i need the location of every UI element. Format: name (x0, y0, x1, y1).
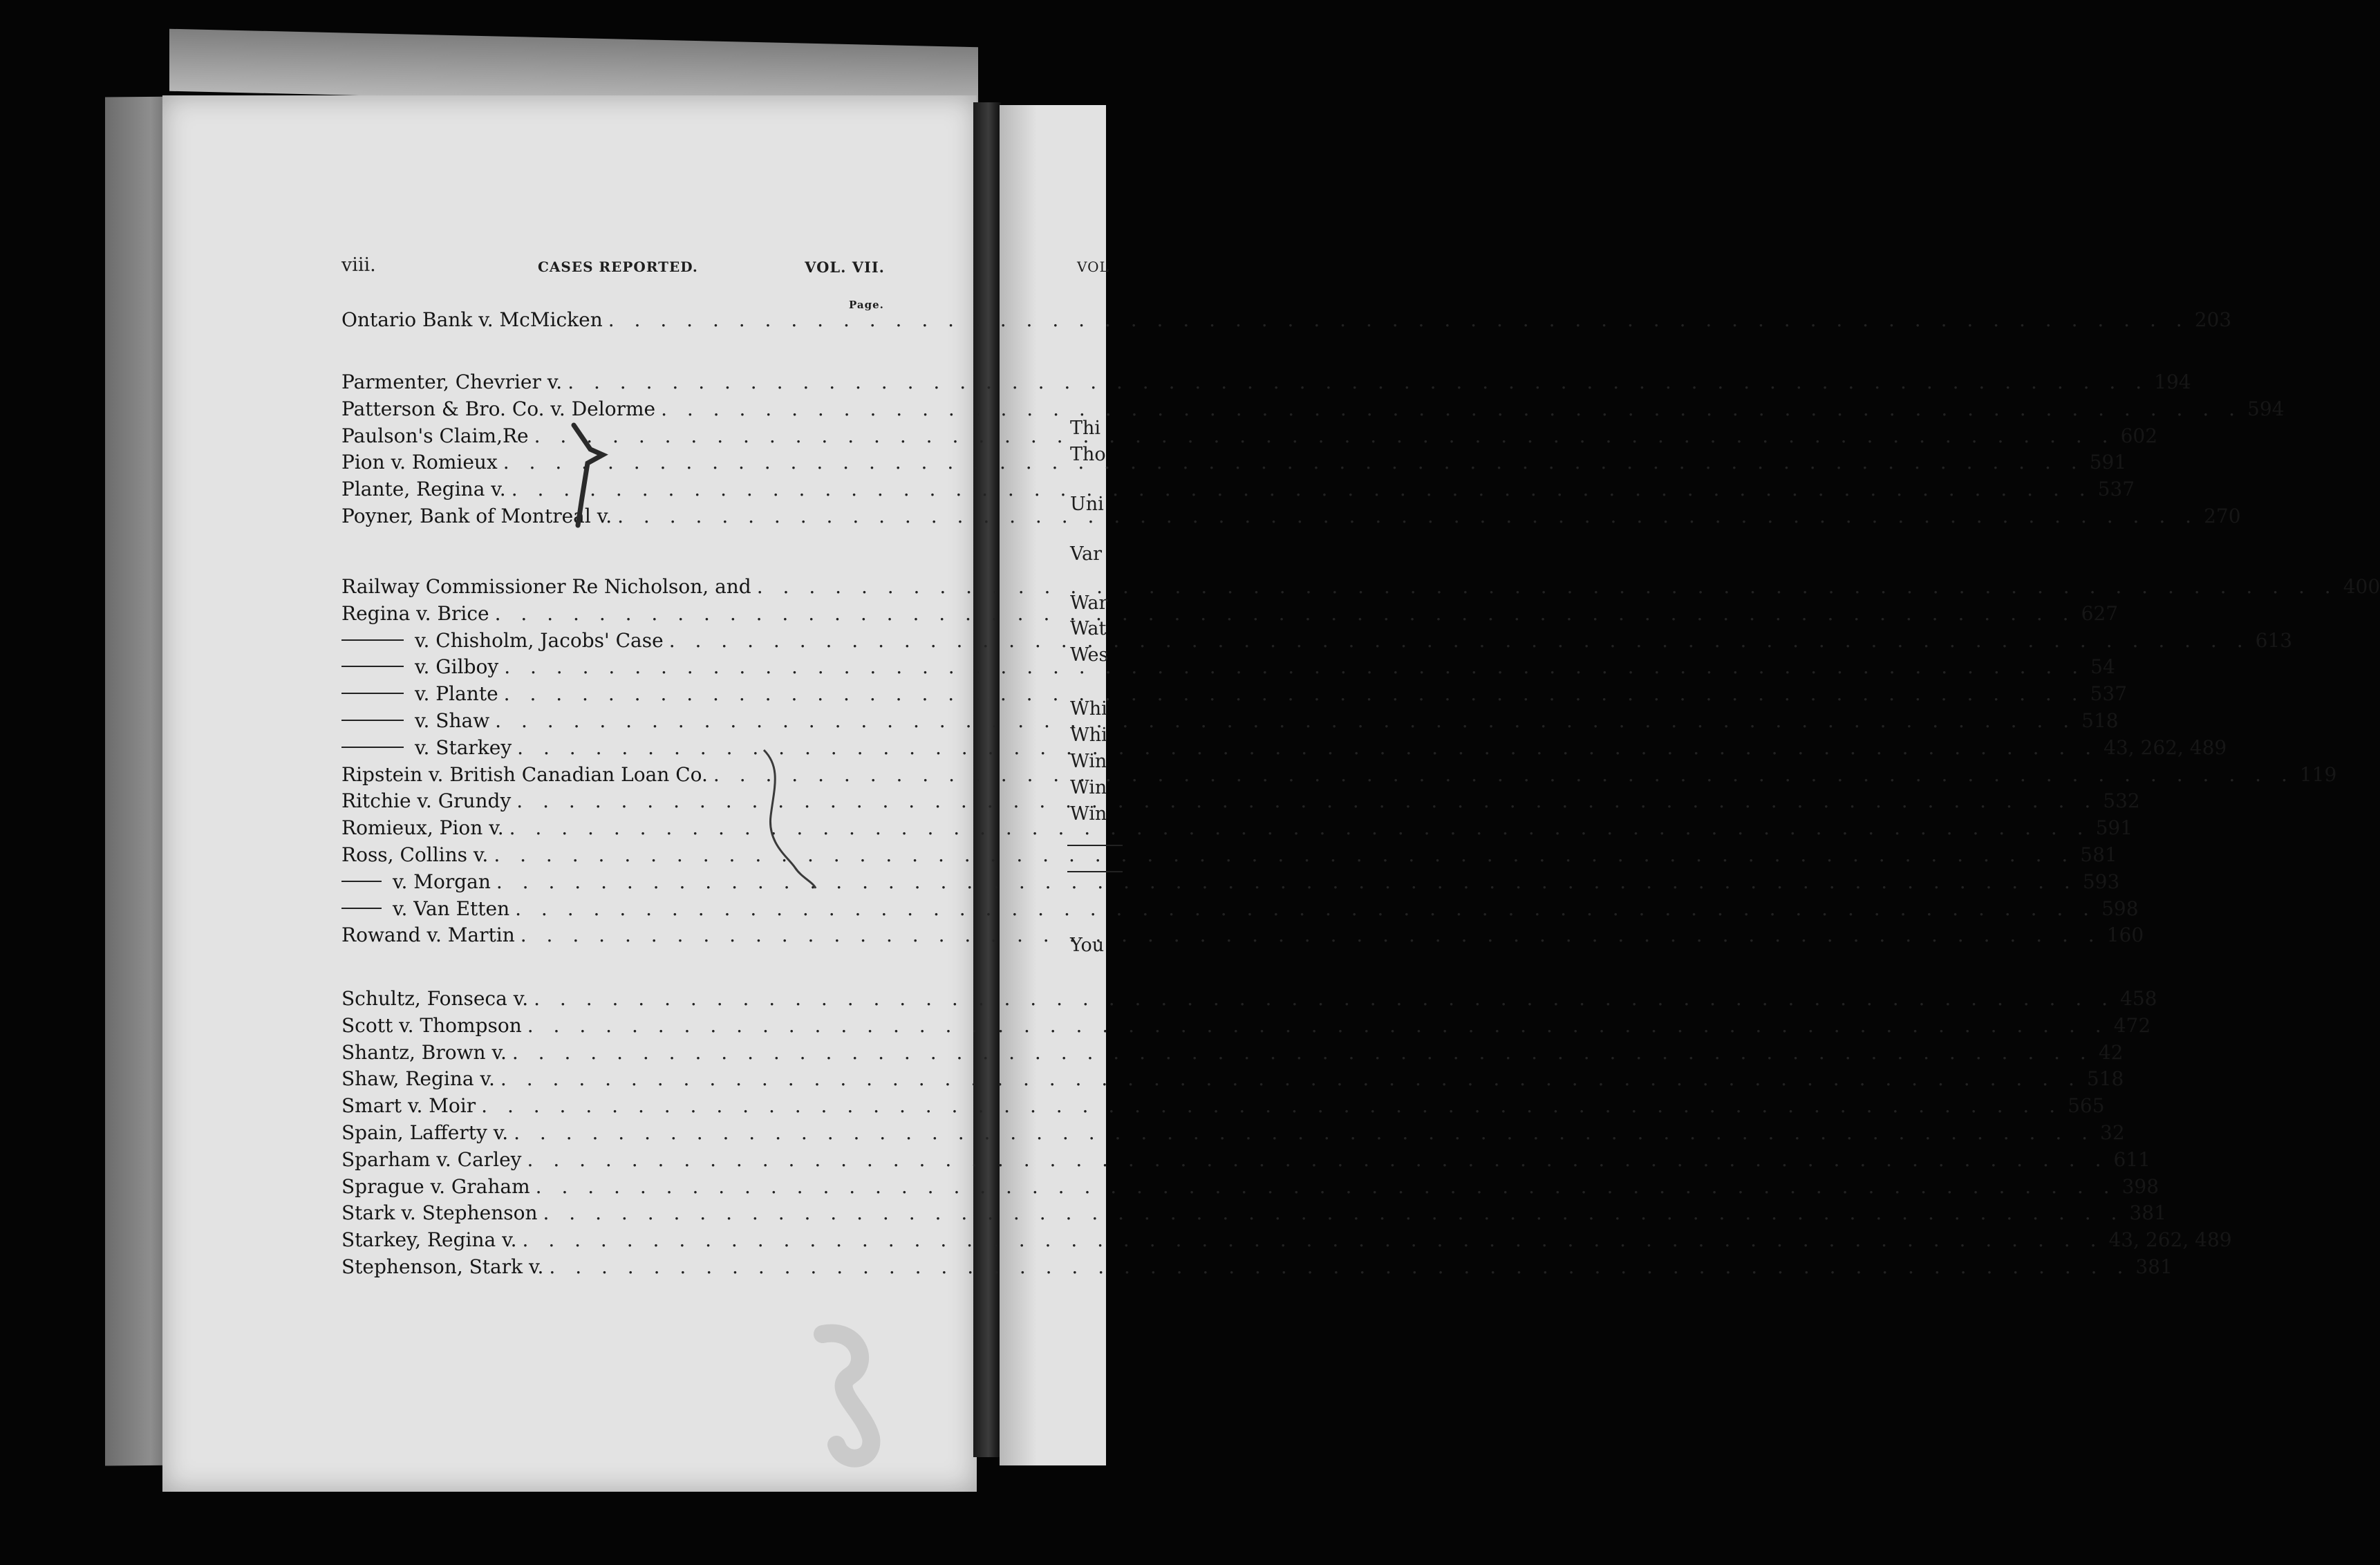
page-reference: 32 (2100, 1121, 2125, 1144)
page-reference: 518 (2081, 709, 2119, 732)
dot-leader (504, 655, 2085, 678)
page-reference: 398 (2121, 1174, 2159, 1198)
facing-line: Win (1070, 777, 1107, 798)
index-entry (341, 478, 2135, 504)
page-reference: 518 (2086, 1067, 2124, 1091)
case-name: Sparham v. Carley (341, 1147, 522, 1171)
case-name: Pion v. Romieux (341, 451, 498, 474)
index-entry (341, 1013, 2151, 1040)
case-name: Starkey, Regina v. (341, 1228, 517, 1252)
facing-line: Whi (1070, 698, 1107, 720)
page-reference: 611 (2113, 1147, 2151, 1171)
index-entry (341, 1067, 2124, 1094)
page-reference: 532 (2103, 789, 2140, 813)
dot-leader (515, 897, 2096, 920)
page-reference: 381 (2129, 1201, 2166, 1225)
page-reference: 43, 262, 489 (2103, 735, 2227, 759)
case-name: Patterson & Bro. Co. v. Delorme (341, 397, 656, 420)
dot-leader (608, 308, 2189, 331)
case-name: v. Gilboy (415, 655, 499, 679)
facing-line: Var (1070, 543, 1103, 565)
dot-leader (500, 1067, 2081, 1090)
case-name: Sprague v. Graham (341, 1174, 530, 1198)
page-reference: 593 (2082, 870, 2120, 893)
case-name: Smart v. Moir (341, 1094, 476, 1118)
page-reference: 270 (2204, 505, 2241, 527)
page-reference: 627 (2081, 601, 2119, 625)
index-entry (341, 1121, 2125, 1147)
case-name: Ross, Collins v. (341, 843, 489, 866)
dot-leader (494, 843, 2074, 866)
page-reference: 203 (2194, 308, 2232, 331)
dot-leader (757, 575, 2338, 598)
case-name: Stark v. Stephenson (341, 1201, 538, 1225)
case-name: Shantz, Brown v. (341, 1040, 507, 1064)
dot-leader (509, 816, 2090, 839)
index-entry (341, 505, 2241, 531)
case-name: Schultz, Fonseca v. (341, 987, 529, 1010)
dot-leader (495, 709, 2076, 732)
dot-leader (495, 602, 2076, 625)
page-number: viii. (341, 254, 376, 276)
index-entry (341, 1174, 2159, 1201)
page-reference: 160 (2106, 924, 2144, 947)
dot-leader (481, 1094, 2062, 1117)
case-name: Paulson's Claim,Re (341, 424, 529, 447)
ditto-rule (341, 720, 404, 721)
page-reference: 591 (2095, 816, 2133, 840)
case-name: v. Plante (415, 682, 498, 706)
dot-leader (527, 1014, 2108, 1037)
dot-leader (661, 397, 2242, 420)
dot-leader (617, 505, 2198, 527)
page-stain (795, 1320, 892, 1472)
facing-line: Win (1070, 751, 1107, 772)
dot-leader (669, 629, 2250, 652)
ditto-rule (341, 747, 404, 748)
dot-leader (514, 1121, 2095, 1144)
case-name: v. Starkey (415, 735, 512, 759)
dot-leader (521, 924, 2101, 946)
ditto-rule (341, 693, 404, 694)
page-reference: 381 (2135, 1255, 2173, 1278)
index-entry (341, 1147, 2151, 1174)
dot-leader (503, 451, 2084, 474)
ditto-rule (341, 666, 404, 667)
dot-leader (523, 1228, 2103, 1251)
index-entry (341, 1201, 2166, 1228)
index-entry (341, 897, 2139, 924)
case-name: Railway Commissioner Re Nicholson, and (341, 575, 751, 598)
index-entry (341, 371, 2191, 397)
dot-leader (543, 1201, 2124, 1224)
case-name: Poyner, Bank of Montreal v. (341, 505, 612, 527)
dot-leader (512, 1041, 2093, 1064)
case-name: Rowand v. Martin (341, 924, 515, 947)
running-title: CASES REPORTED. (538, 259, 698, 275)
dot-leader (549, 1255, 2130, 1278)
case-name: Ritchie v. Grundy (341, 789, 512, 813)
case-name: Regina v. Brice (341, 601, 489, 625)
index-entry (341, 1255, 2173, 1282)
ditto-rule (341, 908, 382, 909)
page-reference: 194 (2154, 371, 2191, 393)
case-name: Plante, Regina v. (341, 478, 506, 501)
facing-line: Uni (1070, 494, 1104, 515)
page-reference: 602 (2120, 424, 2158, 447)
case-name: Ontario Bank v. McMicken (341, 308, 603, 331)
page-header (341, 254, 888, 282)
hair-mark (760, 747, 823, 892)
dot-leader (516, 789, 2097, 812)
page-reference: 472 (2113, 1013, 2151, 1037)
page-reference: 598 (2101, 897, 2139, 920)
index-entry (341, 397, 2285, 424)
index-entry (341, 987, 2157, 1013)
case-name: v. Shaw (415, 709, 490, 732)
page-reference: 565 (2068, 1094, 2105, 1118)
page-reference: 42 (2098, 1040, 2124, 1064)
facing-line: Wat (1070, 618, 1107, 639)
case-name: v. Chisholm, Jacobs' Case (415, 628, 664, 652)
dot-leader (512, 478, 2092, 500)
facing-line: Thi (1070, 418, 1101, 439)
dot-leader (536, 1175, 2117, 1198)
facing-line: Wes (1070, 644, 1109, 666)
facing-line: Win (1070, 803, 1107, 825)
dot-leader (534, 424, 2115, 447)
case-name: v. Van Etten (393, 897, 510, 920)
dot-leader (496, 870, 2077, 893)
index-entry (341, 575, 2380, 601)
ditto-rule (341, 639, 404, 641)
dot-leader (504, 682, 2085, 705)
case-name: v. Morgan (393, 870, 491, 893)
facing-line: You (1070, 935, 1105, 956)
facing-page-header: VOL (1077, 259, 1109, 275)
index-entry (341, 1040, 2124, 1067)
page-reference: 537 (2097, 478, 2135, 501)
page-reference: 43, 262, 489 (2108, 1228, 2232, 1252)
case-name: Ripstein v. British Canadian Loan Co. (341, 762, 708, 786)
page-reference: 458 (2120, 987, 2157, 1010)
index-entry (341, 1228, 2232, 1255)
page-reference: 581 (2080, 843, 2117, 866)
page-reference: 537 (2090, 682, 2128, 706)
page-column-label: Page. (849, 299, 884, 311)
dot-leader (534, 987, 2115, 1010)
case-name: Stephenson, Stark v. (341, 1255, 544, 1278)
case-name: Romieux, Pion v. (341, 816, 504, 840)
page-reference: 613 (2255, 628, 2293, 652)
facing-line: War (1070, 592, 1108, 614)
page-reference: 591 (2089, 451, 2127, 474)
facing-line: Tho (1070, 444, 1106, 465)
dot-leader (517, 736, 2098, 759)
case-name: Spain, Lafferty v. (341, 1121, 509, 1144)
facing-line: Whi (1070, 724, 1107, 746)
index-entry (341, 308, 2232, 335)
page-reference: 119 (2299, 762, 2337, 786)
dot-leader (568, 371, 2148, 393)
case-name: Scott v. Thompson (341, 1013, 522, 1037)
dot-leader (713, 763, 2294, 786)
index-entry (341, 1094, 2105, 1121)
page-reference: 54 (2090, 655, 2115, 679)
volume-label: VOL. VII. (805, 259, 885, 276)
dot-leader (527, 1148, 2108, 1171)
page-reference: 594 (2247, 397, 2285, 420)
case-name: Parmenter, Chevrier v. (341, 371, 563, 393)
pen-mark (567, 422, 608, 532)
page-reference: 400 (2343, 575, 2380, 598)
case-name: Shaw, Regina v. (341, 1067, 495, 1091)
ditto-rule (341, 881, 382, 882)
